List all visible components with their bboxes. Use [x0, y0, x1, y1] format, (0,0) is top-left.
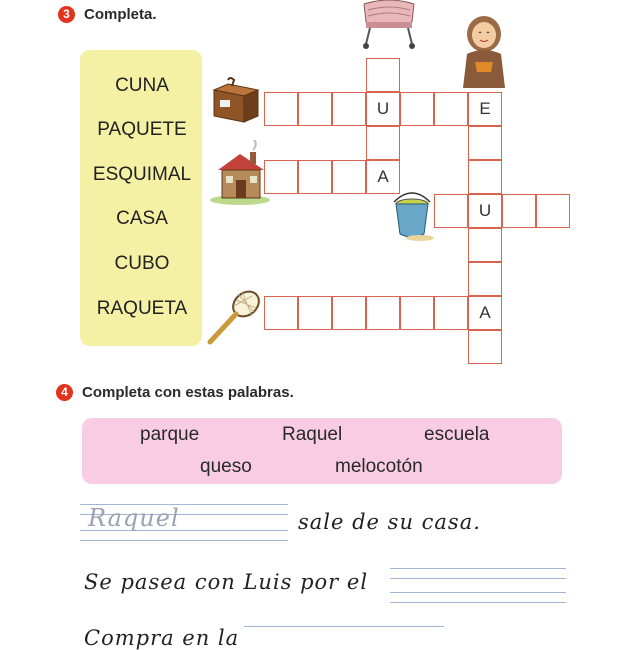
crossword-cell[interactable]: [536, 194, 570, 228]
crossword-cell[interactable]: [468, 126, 502, 160]
word-cubo: CUBO: [114, 253, 170, 274]
crossword-cell[interactable]: [502, 194, 536, 228]
sentence-1-text: sale de su casa.: [298, 510, 481, 534]
crossword-cell[interactable]: [366, 296, 400, 330]
traced-answer-raquel: Raquel: [88, 504, 180, 532]
crossword-cell[interactable]: [332, 92, 366, 126]
answer-line-2[interactable]: [390, 568, 566, 569]
crossword-cell[interactable]: [400, 296, 434, 330]
crossword-cell-given: A: [468, 296, 502, 330]
crossword-cell[interactable]: [298, 296, 332, 330]
crossword-cell-given: U: [468, 194, 502, 228]
bank-word-parque: parque: [140, 424, 200, 445]
crossword-cell[interactable]: [434, 92, 468, 126]
crossword-cell[interactable]: [434, 296, 468, 330]
exercise-4-number-badge: 4: [56, 384, 73, 401]
bank-word-queso: queso: [200, 456, 252, 477]
word-esquimal: ESQUIMAL: [92, 164, 192, 185]
crossword-cell[interactable]: [366, 126, 400, 160]
bank-word-escuela: escuela: [424, 424, 490, 445]
crossword-cell[interactable]: [468, 160, 502, 194]
crossword-cell[interactable]: [264, 296, 298, 330]
crossword-cell[interactable]: [366, 58, 400, 92]
word-paquete: PAQUETE: [97, 119, 187, 140]
crossword-cell-given: A: [366, 160, 400, 194]
crossword-cell[interactable]: [332, 160, 366, 194]
crossword-cell[interactable]: [332, 296, 366, 330]
crossword-cell[interactable]: [400, 92, 434, 126]
crossword-cell[interactable]: [434, 194, 468, 228]
exercise-4-title: Completa con estas palabras.: [82, 384, 294, 401]
crossword-cell[interactable]: [264, 92, 298, 126]
crossword-cell[interactable]: [298, 92, 332, 126]
word-cuna: CUNA: [115, 75, 169, 96]
bank-word-melocoton: melocotón: [335, 456, 423, 477]
crossword-cell-given: U: [366, 92, 400, 126]
crossword-cell[interactable]: [264, 160, 298, 194]
bank-word-raquel: Raquel: [282, 424, 343, 445]
sentence-2-text: Se pasea con Luis por el: [84, 570, 369, 594]
answer-line-3[interactable]: [244, 626, 444, 627]
sentence-3-text: Compra en la: [84, 626, 240, 650]
crossword-cell-given: E: [468, 92, 502, 126]
exercise-3-number-badge: 3: [58, 6, 75, 23]
crossword-cell[interactable]: [468, 262, 502, 296]
crossword-cell[interactable]: [468, 330, 502, 364]
crossword-cell[interactable]: [468, 228, 502, 262]
crossword-cell[interactable]: [298, 160, 332, 194]
exercise-3-title: Completa.: [84, 6, 157, 23]
word-casa: CASA: [116, 208, 168, 229]
word-raqueta: RAQUETA: [96, 298, 188, 319]
